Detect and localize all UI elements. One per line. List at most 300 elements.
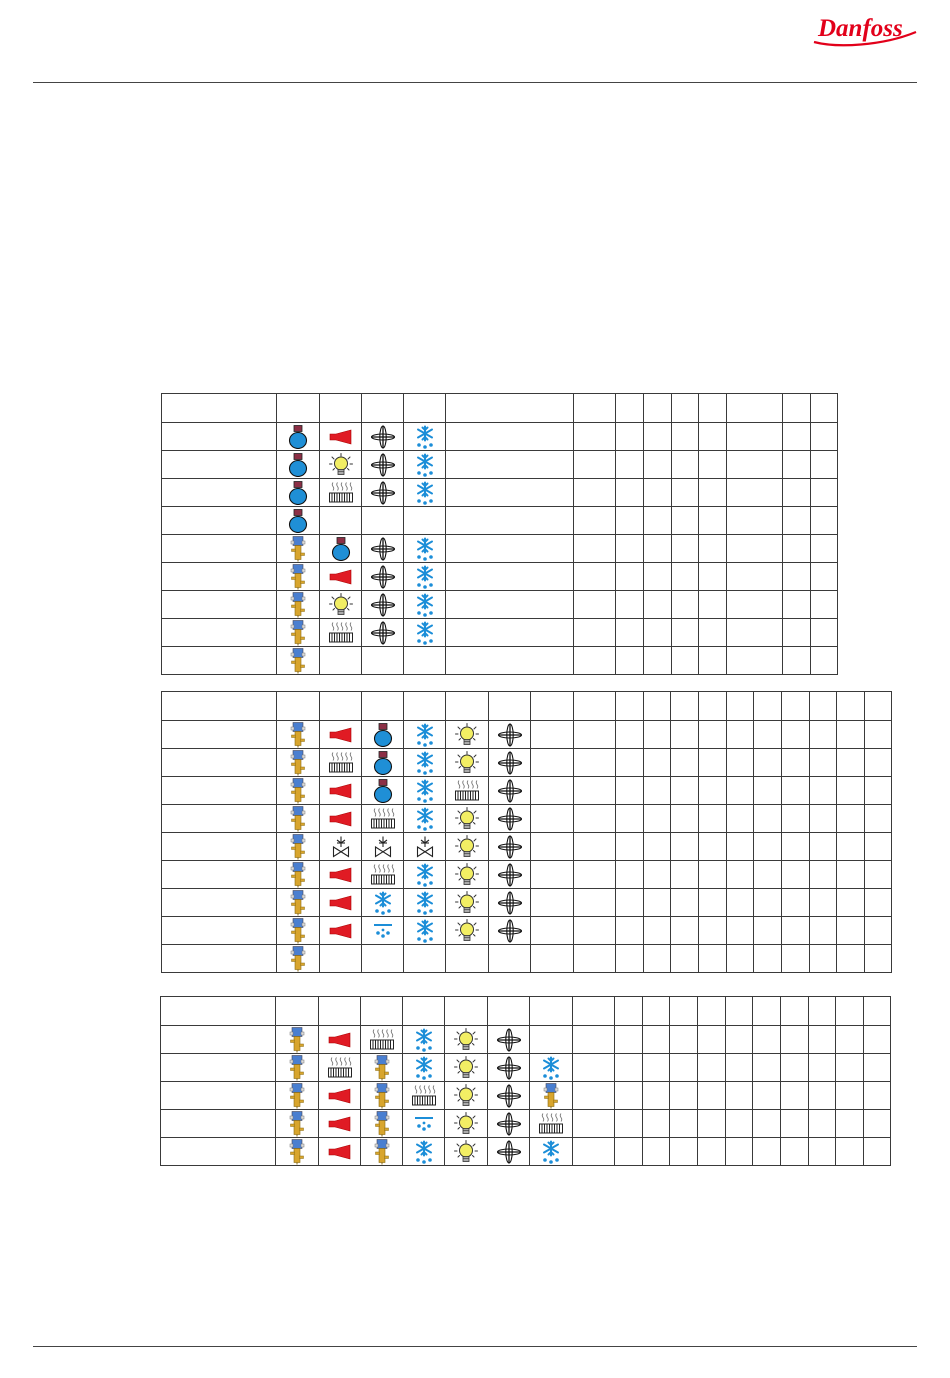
thermostat-icon (530, 1083, 572, 1109)
alarm-horn-icon (320, 783, 361, 799)
empty-cell (782, 917, 810, 945)
relay-cell (362, 591, 404, 619)
empty-cell (837, 721, 865, 749)
empty-cell (781, 1026, 809, 1054)
relay-cell (362, 619, 404, 647)
empty-cell (837, 945, 865, 973)
empty-cell (616, 917, 644, 945)
fan-icon (489, 863, 530, 887)
relay-cell (277, 749, 320, 777)
header-cell (671, 692, 699, 721)
empty-cell (643, 1110, 670, 1138)
empty-cell (574, 749, 616, 777)
empty-cell (864, 1054, 891, 1082)
empty-cell (753, 1082, 781, 1110)
empty-cell (574, 619, 616, 647)
empty-cell (643, 1082, 670, 1110)
relay-cell (361, 1026, 403, 1054)
drip-tray-icon (403, 1115, 444, 1133)
row-label-cell (162, 889, 277, 917)
table-header-row (162, 394, 838, 423)
empty-cell (783, 535, 811, 563)
empty-cell (699, 423, 727, 451)
relay-cell (362, 423, 404, 451)
relay-cell (277, 563, 320, 591)
empty-cell (782, 721, 810, 749)
table-row (162, 563, 838, 591)
relay-cell (404, 805, 446, 833)
empty-cell (643, 1054, 670, 1082)
empty-cell (811, 423, 838, 451)
relay-cell (277, 479, 320, 507)
relay-cell (530, 1054, 573, 1082)
heater-icon (320, 482, 361, 504)
fan-icon (489, 779, 530, 803)
thermostat-icon (277, 806, 319, 832)
header-cell (809, 997, 836, 1026)
relay-cell (277, 861, 320, 889)
header-cell (699, 394, 727, 423)
thermostat-icon (277, 750, 319, 776)
table-row (162, 721, 892, 749)
empty-cell (404, 945, 446, 973)
empty-cell (865, 777, 892, 805)
relay-cell (362, 535, 404, 563)
empty-cell (446, 945, 489, 973)
relay-cell (361, 1054, 403, 1082)
empty-cell (531, 749, 574, 777)
relay-cell (404, 889, 446, 917)
relay-cell (489, 721, 531, 749)
relay-cell (489, 805, 531, 833)
heater-icon (530, 1113, 572, 1135)
relay-cell (277, 591, 320, 619)
empty-cell (726, 1082, 753, 1110)
defrost-icon (404, 481, 445, 505)
table-row (162, 889, 892, 917)
header-cell (161, 997, 276, 1026)
empty-cell (616, 507, 644, 535)
empty-cell (531, 889, 574, 917)
relay-cell (445, 1082, 488, 1110)
empty-cell (699, 535, 727, 563)
header-cell (446, 692, 489, 721)
empty-cell (616, 749, 644, 777)
relay-cell (445, 1138, 488, 1166)
empty-cell (754, 889, 782, 917)
empty-cell (489, 945, 531, 973)
empty-cell (644, 423, 672, 451)
row-label-cell (161, 1082, 276, 1110)
header-cell (782, 692, 810, 721)
empty-cell (574, 917, 616, 945)
empty-cell (699, 805, 727, 833)
empty-cell (531, 833, 574, 861)
heater-icon (362, 864, 403, 886)
relay-cell (362, 889, 404, 917)
empty-cell (837, 917, 865, 945)
relay-cell (277, 619, 320, 647)
header-cell (362, 692, 404, 721)
table-row (162, 423, 838, 451)
relay-cell (277, 507, 320, 535)
empty-cell (671, 721, 699, 749)
empty-cell (616, 945, 644, 973)
empty-cell (643, 1138, 670, 1166)
header-cell (320, 394, 362, 423)
relay-cell (489, 833, 531, 861)
empty-cell (811, 507, 838, 535)
heater-icon (403, 1085, 444, 1107)
relay-cell (320, 479, 362, 507)
row-label-cell (162, 721, 277, 749)
defrost-icon (404, 863, 445, 887)
thermostat-icon (277, 592, 319, 618)
fan-icon (489, 835, 530, 859)
relay-cell (277, 647, 320, 675)
empty-cell (574, 861, 616, 889)
empty-cell (644, 917, 671, 945)
light-bulb-icon (446, 891, 488, 915)
light-bulb-icon (445, 1056, 487, 1080)
empty-cell (531, 861, 574, 889)
empty-cell (865, 749, 892, 777)
header-cell (445, 997, 488, 1026)
relay-cell (404, 535, 446, 563)
fan-icon (362, 565, 403, 589)
table-row (162, 451, 838, 479)
empty-cell (446, 647, 574, 675)
defrost-icon (530, 1056, 572, 1080)
valve-icon (362, 836, 403, 858)
empty-cell (644, 535, 672, 563)
header-cell (836, 997, 864, 1026)
empty-cell (446, 591, 574, 619)
defrost-icon (403, 1056, 444, 1080)
empty-cell (865, 945, 892, 973)
empty-cell (782, 805, 810, 833)
empty-cell (727, 721, 754, 749)
header-cell (811, 394, 838, 423)
relay-cell (362, 805, 404, 833)
empty-cell (699, 591, 727, 619)
empty-cell (727, 479, 783, 507)
footer-rule (33, 1346, 917, 1347)
fan-icon (489, 919, 530, 943)
defrost-icon (362, 891, 403, 915)
relay-cell (362, 451, 404, 479)
light-bulb-icon (446, 723, 488, 747)
empty-cell (644, 591, 672, 619)
relay-cell (320, 535, 362, 563)
relay-cell (276, 1110, 319, 1138)
relay-cell (404, 563, 446, 591)
table-row (162, 833, 892, 861)
empty-cell (644, 945, 671, 973)
empty-cell (644, 647, 672, 675)
empty-cell (670, 1138, 698, 1166)
relay-cell (488, 1110, 530, 1138)
relay-cell (404, 479, 446, 507)
empty-cell (615, 1082, 643, 1110)
header-cell (404, 394, 446, 423)
empty-cell (446, 451, 574, 479)
header-cell (574, 692, 616, 721)
empty-cell (672, 423, 699, 451)
alarm-horn-icon (319, 1144, 360, 1160)
relay-cell (362, 917, 404, 945)
heater-icon (320, 622, 361, 644)
empty-cell (616, 889, 644, 917)
empty-cell (699, 451, 727, 479)
relay-cell (446, 861, 489, 889)
thermostat-icon (277, 946, 319, 972)
empty-cell (574, 507, 616, 535)
empty-cell (644, 451, 672, 479)
empty-cell (782, 861, 810, 889)
empty-cell (699, 917, 727, 945)
relay-cell (403, 1054, 445, 1082)
empty-cell (865, 805, 892, 833)
table-row (162, 507, 838, 535)
empty-cell (754, 721, 782, 749)
alarm-horn-icon (320, 923, 361, 939)
empty-cell (699, 945, 727, 973)
empty-cell (783, 563, 811, 591)
relay-cell (488, 1054, 530, 1082)
empty-cell (727, 535, 783, 563)
empty-cell (727, 507, 783, 535)
row-label-cell (162, 805, 277, 833)
empty-cell (810, 805, 837, 833)
empty-cell (754, 917, 782, 945)
empty-cell (754, 749, 782, 777)
defrost-icon (404, 807, 445, 831)
relay-cell (320, 749, 362, 777)
fan-icon (362, 593, 403, 617)
relay-cell (277, 451, 320, 479)
empty-cell (574, 833, 616, 861)
defrost-icon (404, 891, 445, 915)
relay-cell (362, 777, 404, 805)
header-cell (672, 394, 699, 423)
empty-cell (446, 619, 574, 647)
empty-cell (727, 805, 754, 833)
defrost-icon (404, 453, 445, 477)
thermostat-icon (276, 1111, 318, 1137)
defrost-icon (530, 1140, 572, 1164)
relay-cell (488, 1026, 530, 1054)
relay-cell (319, 1082, 361, 1110)
header-cell (727, 692, 754, 721)
header-cell (162, 692, 277, 721)
empty-cell (699, 777, 727, 805)
header-cell (573, 997, 615, 1026)
light-bulb-icon (446, 835, 488, 859)
table-row (161, 1082, 891, 1110)
alarm-horn-icon (319, 1088, 360, 1104)
empty-cell (865, 861, 892, 889)
empty-cell (753, 1110, 781, 1138)
relay-cell (362, 479, 404, 507)
empty-cell (670, 1110, 698, 1138)
relay-cell (277, 889, 320, 917)
empty-cell (699, 721, 727, 749)
empty-cell (727, 749, 754, 777)
empty-cell (672, 619, 699, 647)
row-label-cell (161, 1026, 276, 1054)
empty-cell (781, 1054, 809, 1082)
relay-cell (320, 917, 362, 945)
relay-cell (445, 1110, 488, 1138)
light-bulb-icon (446, 863, 488, 887)
empty-cell (615, 1026, 643, 1054)
header-cell (615, 997, 643, 1026)
table-row (161, 1110, 891, 1138)
row-label-cell (161, 1138, 276, 1166)
relay-cell (320, 451, 362, 479)
empty-cell (616, 861, 644, 889)
empty-cell (837, 805, 865, 833)
empty-cell (574, 777, 616, 805)
empty-cell (865, 833, 892, 861)
header-cell (865, 692, 892, 721)
fan-icon (488, 1140, 529, 1164)
light-bulb-icon (446, 751, 488, 775)
empty-cell (615, 1138, 643, 1166)
empty-cell (573, 1054, 615, 1082)
empty-cell (699, 479, 727, 507)
empty-cell (616, 563, 644, 591)
relay-cell (277, 917, 320, 945)
relay-cell (446, 805, 489, 833)
empty-cell (783, 591, 811, 619)
header-cell (362, 394, 404, 423)
empty-cell (644, 479, 672, 507)
relay-cell (488, 1138, 530, 1166)
header-cell (670, 997, 698, 1026)
relay-cell (488, 1082, 530, 1110)
relay-cell (320, 721, 362, 749)
empty-cell (574, 805, 616, 833)
empty-cell (783, 479, 811, 507)
table-row (162, 777, 892, 805)
header-cell (319, 997, 361, 1026)
relay-cell (446, 917, 489, 945)
empty-cell (320, 945, 362, 973)
header-cell (616, 394, 644, 423)
empty-cell (836, 1110, 864, 1138)
relay-config-table-1 (161, 393, 838, 675)
thermostat-icon (277, 890, 319, 916)
thermostat-icon (277, 620, 319, 646)
empty-cell (810, 777, 837, 805)
empty-cell (782, 833, 810, 861)
empty-cell (727, 423, 783, 451)
empty-cell (811, 619, 838, 647)
defrost-icon (404, 723, 445, 747)
empty-cell (753, 1026, 781, 1054)
relay-cell (446, 777, 489, 805)
empty-cell (783, 507, 811, 535)
header-cell (727, 394, 783, 423)
row-label-cell (162, 647, 277, 675)
empty-cell (644, 721, 671, 749)
thermostat-icon (277, 536, 319, 562)
header-cell (753, 997, 781, 1026)
empty-cell (531, 721, 574, 749)
empty-cell (864, 1138, 891, 1166)
empty-cell (727, 945, 754, 973)
fan-icon (489, 807, 530, 831)
relay-cell (277, 721, 320, 749)
alarm-horn-icon (320, 429, 361, 445)
empty-cell (531, 805, 574, 833)
fan-icon (362, 425, 403, 449)
row-label-cell (162, 563, 277, 591)
empty-cell (670, 1082, 698, 1110)
defrost-icon (403, 1028, 444, 1052)
empty-cell (574, 563, 616, 591)
fan-icon (489, 751, 530, 775)
header-cell (810, 692, 837, 721)
empty-cell (616, 647, 644, 675)
relay-cell (404, 833, 446, 861)
row-label-cell (162, 451, 277, 479)
empty-cell (837, 889, 865, 917)
light-bulb-icon (320, 593, 361, 617)
header-cell (616, 692, 644, 721)
alarm-horn-icon (320, 811, 361, 827)
empty-cell (644, 833, 671, 861)
table-row (162, 945, 892, 973)
empty-cell (531, 917, 574, 945)
row-label-cell (162, 945, 277, 973)
relay-cell (403, 1110, 445, 1138)
fan-icon (489, 723, 530, 747)
empty-cell (362, 507, 404, 535)
empty-cell (754, 945, 782, 973)
header-cell (754, 692, 782, 721)
row-label-cell (162, 535, 277, 563)
relay-cell (320, 805, 362, 833)
empty-cell (672, 563, 699, 591)
defrost-icon (404, 593, 445, 617)
empty-cell (671, 805, 699, 833)
empty-cell (782, 889, 810, 917)
relay-cell (489, 889, 531, 917)
header-cell (699, 692, 727, 721)
light-bulb-icon (446, 919, 488, 943)
compressor-icon (362, 751, 403, 775)
relay-cell (446, 721, 489, 749)
empty-cell (865, 889, 892, 917)
alarm-horn-icon (319, 1116, 360, 1132)
empty-cell (810, 833, 837, 861)
empty-cell (574, 451, 616, 479)
empty-cell (644, 861, 671, 889)
empty-cell (864, 1110, 891, 1138)
empty-cell (446, 535, 574, 563)
empty-cell (573, 1082, 615, 1110)
table-row (162, 535, 838, 563)
danfoss-logo (812, 8, 920, 48)
empty-cell (616, 591, 644, 619)
heater-icon (362, 808, 403, 830)
empty-cell (616, 833, 644, 861)
row-label-cell (162, 423, 277, 451)
table-row (161, 1054, 891, 1082)
